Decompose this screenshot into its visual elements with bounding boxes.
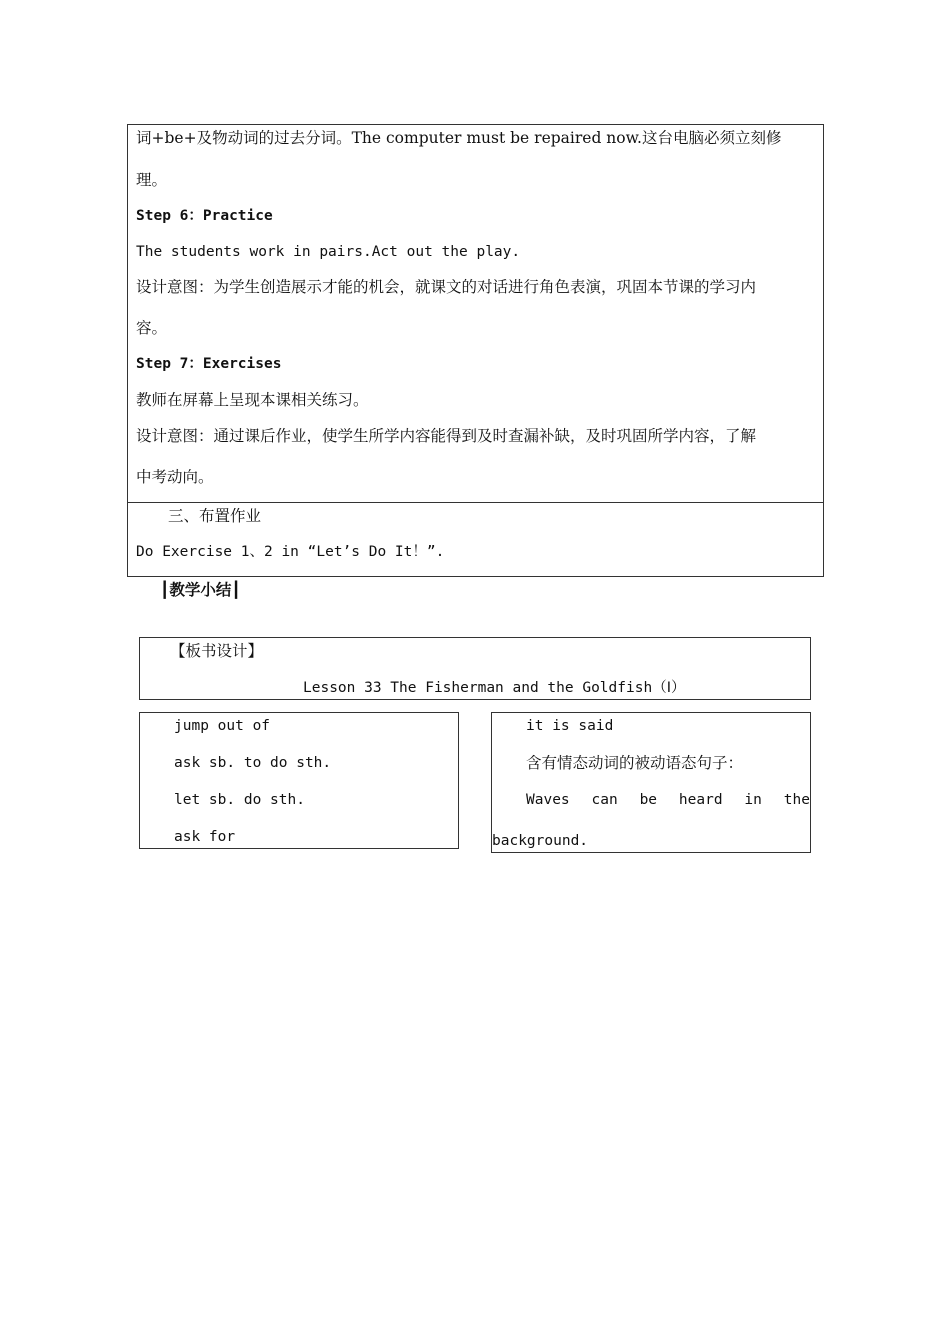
step7-title: Step 7：Exercises: [136, 356, 282, 372]
right-item-2: 含有情态动词的被动语态句子：: [526, 754, 744, 772]
step6-text: The students work in pairs.Act out the play.: [136, 244, 521, 260]
step6-title: Step 6：Practice: [136, 208, 273, 224]
step7-intent-line-1: 设计意图：通过课后作业，使学生所学内容能得到及时查漏补缺，及时巩固所学内容，了解: [136, 427, 757, 445]
sentence-word: Waves: [526, 792, 570, 808]
step6-intent-line-1: 设计意图：为学生创造展示才能的机会，就课文的对话进行角色表演，巩固本节课的学习内: [136, 278, 757, 296]
sentence-word: in: [744, 792, 762, 808]
sentence-word: be: [639, 792, 658, 808]
sentence-word: the: [783, 792, 810, 808]
step7-text: 教师在屏幕上呈现本课相关练习。: [136, 391, 369, 409]
homework-text: Do Exercise 1、2 in “Let’s Do It！”.: [136, 544, 445, 560]
step7-intent-line-2: 中考动向。: [136, 468, 214, 486]
left-item-3: let sb. do sth.: [174, 792, 305, 808]
left-item-1: jump out of: [174, 718, 271, 734]
right-sentence-end: background.: [492, 833, 589, 849]
board-title: Lesson 33 The Fisherman and the Goldfish（Ⅰ）: [303, 680, 686, 696]
sentence-word: can: [591, 792, 618, 808]
right-sentence-line: [526, 790, 810, 810]
row1-line-1: 词+be+及物动词的过去分词。The computer must be repaired now.这台电脑必须立刻修: [136, 129, 782, 147]
left-item-2: ask sb. to do sth.: [174, 755, 332, 771]
row1-line-2: 理。: [136, 171, 168, 189]
right-item-1: it is said: [526, 718, 614, 734]
sentence-word: heard: [678, 792, 723, 808]
table-divider: [128, 502, 823, 503]
left-item-4: ask for: [174, 829, 236, 845]
board-heading: 【板书设计】: [170, 642, 264, 660]
homework-heading: 三、布置作业: [168, 507, 262, 525]
step6-intent-line-2: 容。: [136, 319, 168, 337]
summary-heading: ┃教学小结┃: [160, 580, 241, 599]
